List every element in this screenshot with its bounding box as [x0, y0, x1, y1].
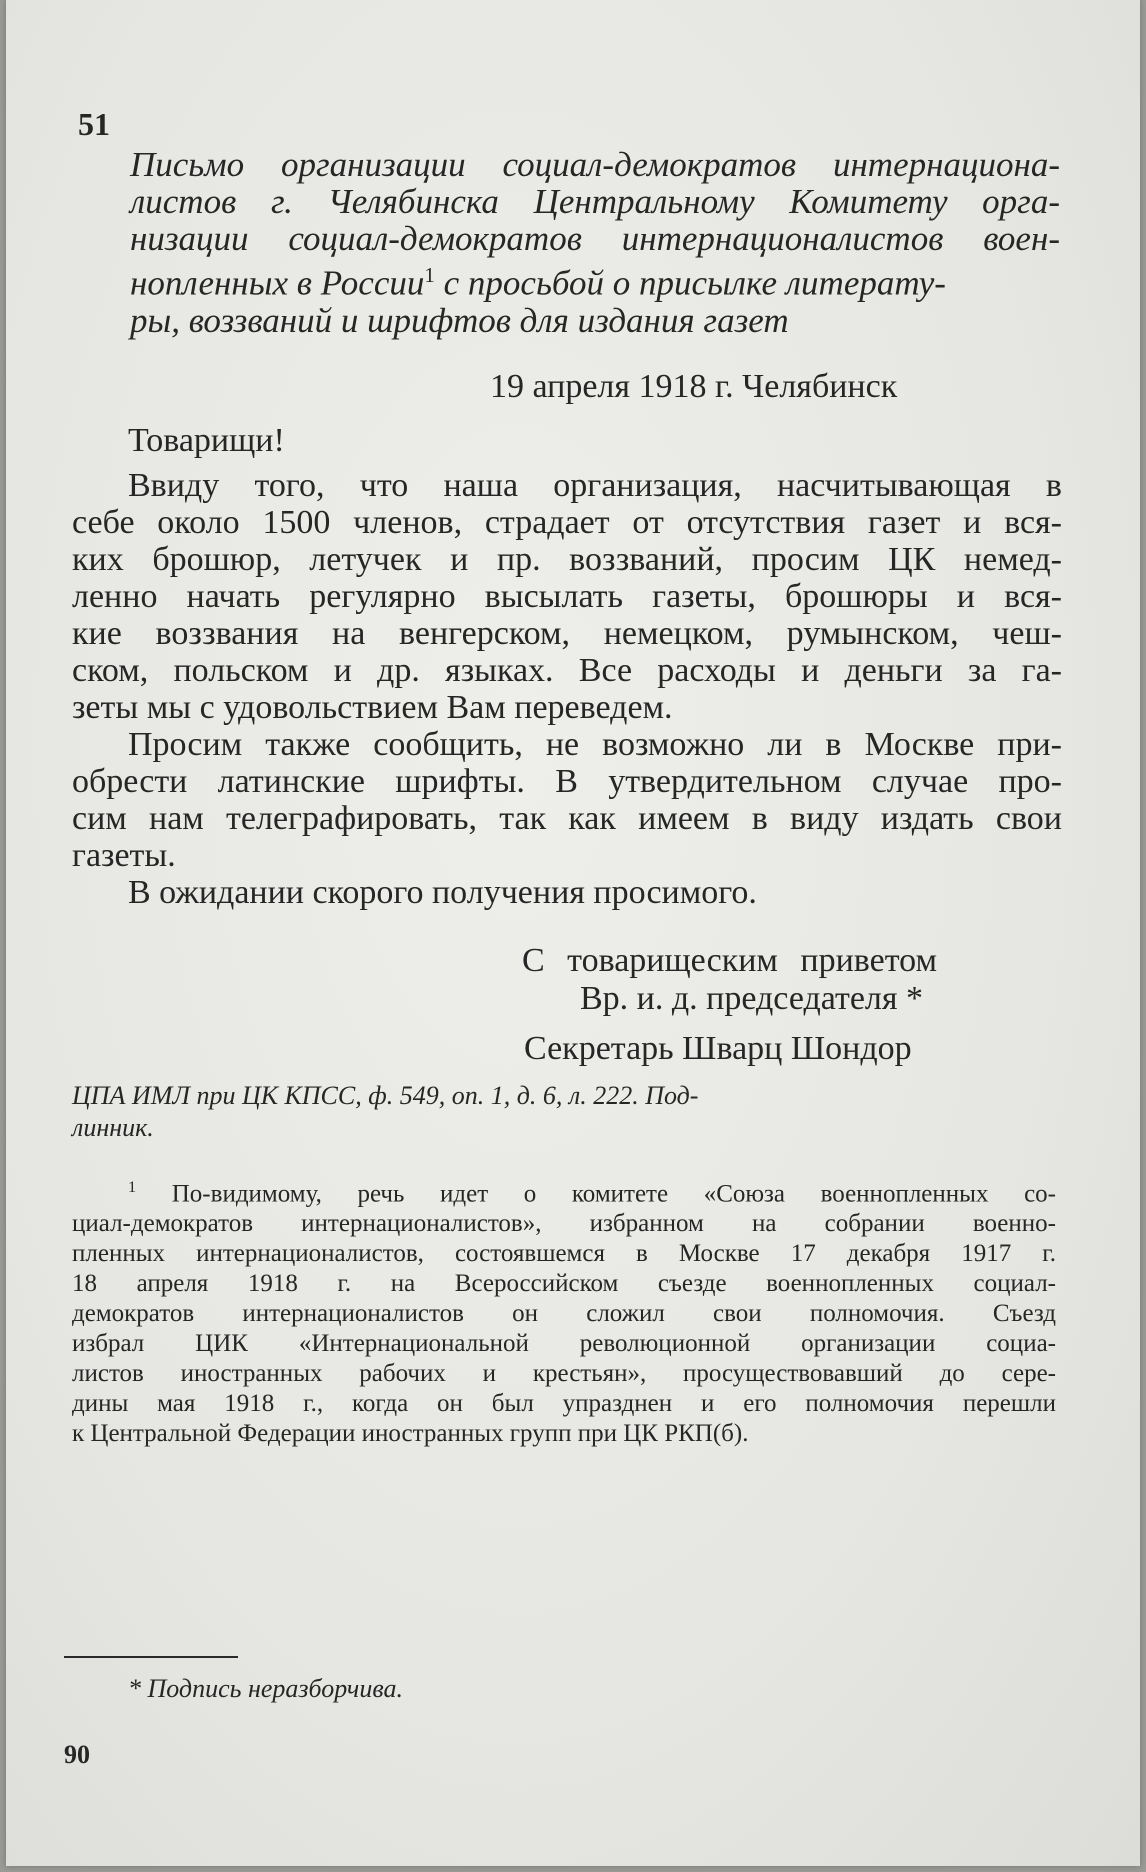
- footnote-line: циал-демократов интернационалистов», избранном на собрании военно-: [72, 1210, 1056, 1238]
- paragraph-line: обрести латинские шрифты. В утвердительном случае про-: [72, 763, 1062, 800]
- paragraph-line: ском, польском и др. языках. Все расходы и деньги за га-: [72, 652, 1062, 689]
- footnote-line: 18 апреля 1918 г. на Всероссийском съезде военнопленных социал-: [72, 1270, 1056, 1298]
- paragraph-line: газеты.: [72, 837, 176, 874]
- paragraph-line: Просим также сообщить, не возможно ли в Москве при-: [128, 726, 1062, 763]
- closing-line: С товарищеским приветом: [522, 942, 938, 979]
- page-number: 90: [64, 1740, 90, 1769]
- footnote-line: к Центральной Федерации иностранных групп при ЦК РКП(б).: [72, 1420, 749, 1448]
- footnote-line: По-видимому, речь идет о комитете «Союза военнопленных со-: [136, 1180, 1056, 1208]
- document-number: 51: [78, 106, 110, 142]
- footnote-line: демократов интернационалистов он сложил свои полномочия. Съезд: [72, 1300, 1056, 1328]
- signature-note: * Подпись неразборчива.: [128, 1674, 403, 1703]
- footnote-divider: [64, 1656, 238, 1658]
- paragraph-line: Ввиду того, что наша организация, насчитывающая в: [128, 467, 1062, 504]
- date-place: 19 апреля 1918 г. Челябинск: [490, 368, 898, 405]
- footnote-line: пленных интернационалистов, состоявшемся в Москве 17 декабря 1917 г.: [72, 1240, 1056, 1268]
- document-title: [130, 146, 1060, 339]
- document-page: [6, 0, 1140, 1866]
- footnote-line-with-mark: [72, 1172, 1056, 1209]
- title-line: низации социал-демократов интернационалистов воен-: [130, 219, 1060, 258]
- title-line-with-footnote: [130, 257, 1060, 302]
- footnote-mark: 1: [128, 1178, 137, 1196]
- paragraph-line: ких брошюр, летучек и пр. воззваний, просим ЦК немед-: [72, 541, 1062, 578]
- salutation: Товарищи!: [128, 422, 285, 459]
- paragraph-line: В ожидании скорого получения просимого.: [128, 874, 757, 911]
- paragraph-line: кие воззвания на венгерском, немецком, румынском, чеш-: [72, 615, 1062, 652]
- archive-line: линник.: [72, 1113, 154, 1142]
- archive-reference: [72, 1080, 892, 1144]
- title-line: с просьбой о присылке литерату-: [434, 263, 946, 303]
- title-line: нопленных в России: [130, 263, 425, 303]
- paragraph-line: себе около 1500 членов, страдает от отсутствия газет и вся-: [72, 504, 1062, 541]
- footnote-line: листов иностранных рабочих и крестьян», просуществовавший до сере-: [72, 1360, 1056, 1388]
- paragraph-line: зеты мы с удовольствием Вам переведем.: [72, 689, 673, 726]
- title-line: листов г. Челябинска Центральному Комитету орга-: [130, 182, 1060, 221]
- footnote-line: дины мая 1918 г., когда он был упразднен и его полномочия перешли: [72, 1390, 1056, 1418]
- signer-secretary: Секретарь Шварц Шондор: [524, 1030, 912, 1067]
- footnote-line: избрал ЦИК «Интернациональной революционной организации социа-: [72, 1330, 1056, 1358]
- archive-line: ЦПА ИМЛ при ЦК КПСС, ф. 549, оп. 1, д. 6, л. 222. Под-: [72, 1081, 699, 1110]
- paragraph-line: сим нам телеграфировать, так как имеем в виду издать свои: [72, 800, 1062, 837]
- footnote: [72, 1172, 1056, 1449]
- signer-chairman: Вр. и. д. председателя *: [580, 980, 924, 1017]
- title-footnote-mark: 1: [424, 263, 435, 287]
- paragraph-line: ленно начать регулярно высылать газеты, брошюры и вся-: [72, 578, 1062, 615]
- title-line: ры, воззваний и шрифтов для издания газет: [130, 300, 789, 340]
- letter-body: [72, 422, 1062, 911]
- title-line: Письмо организации социал-демократов интернациона-: [130, 145, 1060, 184]
